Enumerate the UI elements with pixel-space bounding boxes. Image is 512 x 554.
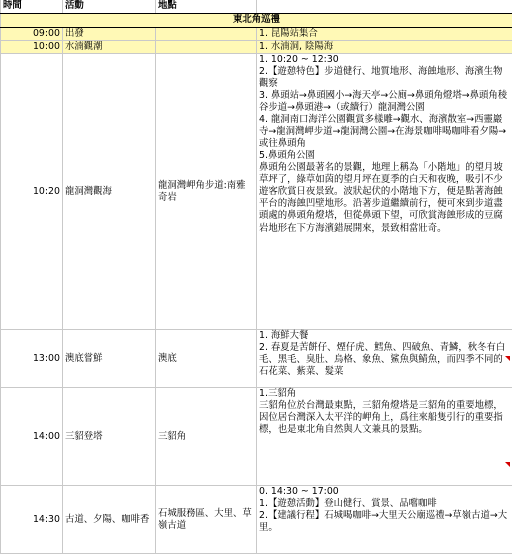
- detail-line: 1. 水湳洞, 陰陽海: [259, 41, 510, 53]
- table-row: [1, 54, 512, 330]
- header-location: 地點: [156, 0, 257, 14]
- table-row: [1, 486, 512, 554]
- detail-line: 1.【遊憩活動】登山健行、賞景、品嚐咖啡: [259, 498, 510, 510]
- comment-marker: [505, 356, 510, 361]
- table-row: [1, 28, 512, 41]
- table-row: [1, 41, 512, 54]
- comment-marker: [505, 462, 510, 467]
- time-cell: 14:30: [1, 486, 63, 554]
- time-cell: 14:00: [1, 388, 63, 486]
- section-title-row: [1, 14, 512, 28]
- detail-line: 鼻頭角公園最著名的景觀，地理上稱為「小階地」的望月坡草坪了，綠草如茵的望月坪在夏季的白天和夜晚，吸引不少遊客欣賞日夜景致。波狀起伏的小階地下方，便是點著海蝕平台的海蝕凹壁地形。沿著步道繼續前行，便可來到步道盡頭處的鼻頭角燈塔，但從鼻頭下望，可欣賞海蝕形成的豆腐岩地形在下方海濱錯展開來，景致相當壯奇。: [259, 162, 510, 234]
- detail-cell: [257, 41, 512, 54]
- detail-line: 1.三貂角: [259, 388, 510, 400]
- activity-cell: 龍洞灣觀海: [63, 54, 156, 330]
- detail-cell: [257, 28, 512, 41]
- header-activity: 活動: [63, 0, 156, 14]
- header-time: 時間: [1, 0, 63, 14]
- activity-cell: 古道、夕陽、咖啡香: [63, 486, 156, 554]
- detail-line: 1. 昆陽站集合: [259, 28, 510, 40]
- detail-line: 2.【建議行程】石城喝咖啡→大里天公廟巡禮→草嶺古道→大里。: [259, 510, 510, 534]
- header-detail: [257, 0, 512, 14]
- header-row: [1, 0, 512, 14]
- detail-cell: [257, 388, 512, 486]
- time-cell: 10:00: [1, 41, 63, 54]
- activity-cell: 三貂登塔: [63, 388, 156, 486]
- detail-line: 4. 龍洞南口海洋公園觀賞多樣雕→觀水、海濱散室→西靈巖寺→龍洞灣岬步道→龍洞灣公園→在海景咖啡喝咖啡看夕陽→或往鼻頭角: [259, 114, 510, 150]
- table-row: [1, 330, 512, 388]
- activity-cell: 出發: [63, 28, 156, 41]
- time-cell: 09:00: [1, 28, 63, 41]
- location-cell: 龍洞灣岬角步道:南雅奇岩: [156, 54, 257, 330]
- detail-cell: [257, 486, 512, 554]
- activity-cell: 澳底嘗鮮: [63, 330, 156, 388]
- time-cell: 13:00: [1, 330, 63, 388]
- location-cell: 石城服務區、大里、草嶺古道: [156, 486, 257, 554]
- detail-line: 5.鼻頭角公園: [259, 150, 510, 162]
- detail-line: 三貂角位於台灣最東點，三貂角燈塔是三貂角的重要地標，因位居台灣深入太平洋的岬角上，爲往來船隻引行的重要指標，也是東北角自然與人文兼具的景點。: [259, 400, 510, 436]
- detail-line: 3. 鼻頭站→鼻頭國小→海天亭→公廁→鼻頭角燈塔→鼻頭角稜谷步道→鼻頭港→（或續行）龍洞灣公園: [259, 90, 510, 114]
- location-cell: [156, 28, 257, 41]
- activity-cell: 水湳觀潮: [63, 41, 156, 54]
- detail-line: 1. 10:20 ~ 12:30: [259, 54, 510, 66]
- location-cell: [156, 41, 257, 54]
- detail-line: 2.【遊憩特色】步道健行、地質地形、海蝕地形、海濱生物觀察: [259, 66, 510, 90]
- time-cell: 10:20: [1, 54, 63, 330]
- location-cell: 三貂角: [156, 388, 257, 486]
- location-cell: 澳底: [156, 330, 257, 388]
- detail-line: 2. 春夏是苦餅仔、煙仔虎、鱈魚、四破魚、青鱗，秋冬有白毛、黑毛、臭肚、烏格、象魚、鯊魚與鯖魚，而四季不同的石花菜、紫菜、髮菜: [259, 342, 510, 378]
- detail-line: 1. 海鮮大餐: [259, 330, 510, 342]
- detail-cell: [257, 54, 512, 330]
- table-row: [1, 388, 512, 486]
- detail-line: 0. 14:30 ~ 17:00: [259, 486, 510, 498]
- detail-cell: [257, 330, 512, 388]
- section-title: 東北角巡禮: [1, 14, 512, 28]
